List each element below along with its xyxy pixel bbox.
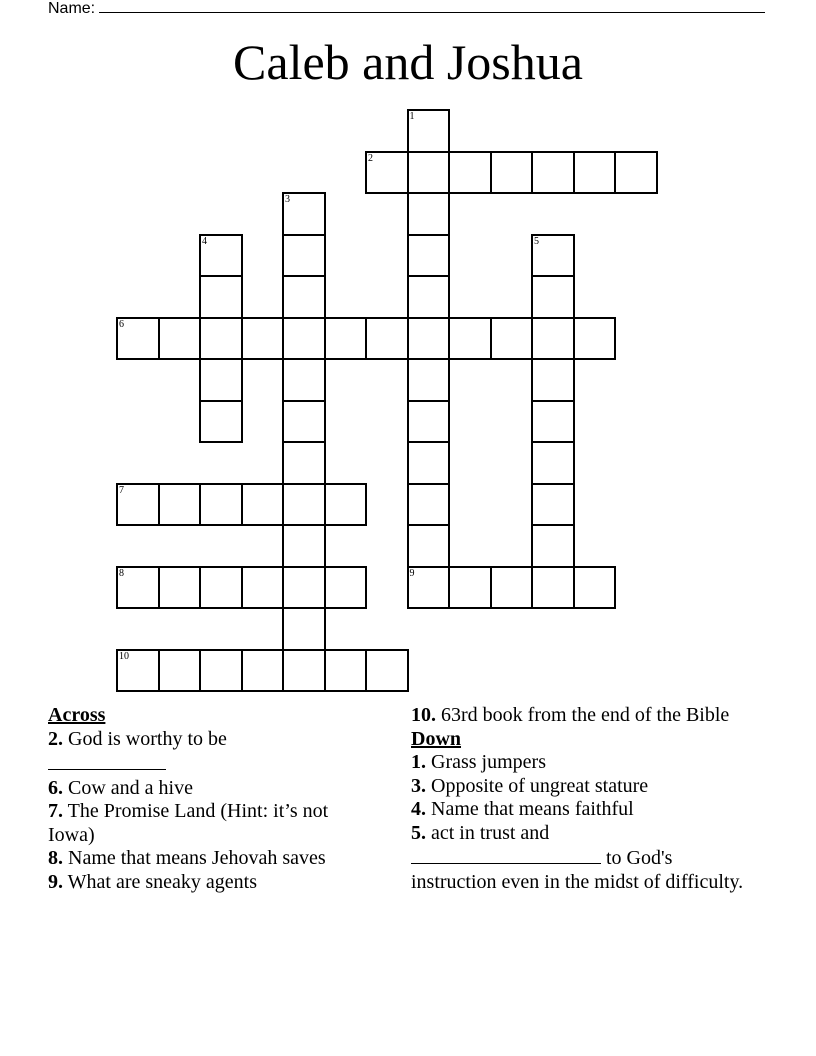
crossword-cell[interactable] [116,649,160,693]
crossword-cell[interactable] [116,317,160,361]
crossword-cell[interactable] [282,483,326,527]
crossword-cell[interactable] [531,524,575,568]
cell-number: 2 [368,152,373,164]
crossword-cell[interactable] [241,566,285,610]
crossword-cell[interactable] [282,607,326,651]
cell-number: 4 [202,235,207,247]
page-title: Caleb and Joshua [233,34,583,90]
crossword-cell[interactable] [448,566,492,610]
across-heading: Across [48,704,106,726]
crossword-cell[interactable] [531,275,575,319]
answer-blank [411,845,601,864]
crossword-cell[interactable] [282,566,326,610]
crossword-cell[interactable] [282,317,326,361]
crossword-cell[interactable] [531,358,575,402]
cell-number: 7 [119,484,124,496]
crossword-cell[interactable] [407,483,451,527]
crossword-cell[interactable] [448,317,492,361]
crossword-cell[interactable] [365,317,409,361]
crossword-cell[interactable] [448,151,492,195]
crossword-cell[interactable] [158,649,202,693]
crossword-cell[interactable] [490,317,534,361]
crossword-cell[interactable] [324,483,368,527]
crossword-cell[interactable] [282,400,326,444]
cell-number: 3 [285,194,290,205]
crossword-cell[interactable] [531,441,575,485]
crossword-cell[interactable] [324,566,368,610]
crossword-cell[interactable] [490,151,534,195]
cell-number: 8 [119,567,124,579]
crossword-cell[interactable] [407,566,451,610]
crossword-cell[interactable] [199,566,243,610]
crossword-cell[interactable] [407,275,451,319]
crossword-cell[interactable] [241,317,285,361]
answer-blank [48,751,166,770]
crossword-cell[interactable] [282,649,326,693]
clue-across-9: 9. What are sneaky agents [48,870,257,893]
cell-number: 9 [409,567,415,579]
crossword-cell[interactable] [614,151,658,195]
crossword-cell[interactable] [531,400,575,444]
clue-down-5: 5. act in trust and to God's instruction even in the midst of difficulty. [411,821,744,893]
crossword-cell[interactable] [116,483,160,527]
crossword-cell[interactable] [282,192,326,236]
clues-column-right [411,704,751,894]
crossword-cell[interactable] [199,400,243,444]
clue-across-2: 2. God is worthy to be [48,728,368,777]
crossword-cell[interactable] [531,151,575,195]
crossword-cell[interactable] [158,483,202,527]
crossword-cell[interactable] [531,234,575,278]
crossword-cell[interactable] [365,649,409,693]
clue-across-8: 8. Name that means Jehovah saves [48,847,326,869]
cell-number: 6 [119,318,124,330]
crossword-cell[interactable] [407,441,451,485]
crossword-cell[interactable] [531,566,575,610]
cell-number: 5 [534,235,539,247]
crossword-cell[interactable] [573,566,617,610]
crossword-cell[interactable] [241,483,285,527]
crossword-cell[interactable] [199,234,243,278]
crossword-cell[interactable] [158,566,202,610]
crossword-cell[interactable] [324,649,368,693]
crossword-cell[interactable] [531,317,575,361]
cell-number: 10 [119,650,129,662]
crossword-cell[interactable] [407,192,451,236]
crossword-cell[interactable] [282,358,326,402]
clue-across-6: 6. Cow and a hive [48,776,193,799]
clues-column-left [48,704,368,894]
crossword-cell[interactable] [407,109,451,153]
crossword-cell[interactable] [407,358,451,402]
crossword-cell[interactable] [365,151,409,195]
crossword-cell[interactable] [324,317,368,361]
clue-down-1: 1. Grass jumpers [411,751,546,773]
crossword-cell[interactable] [199,649,243,693]
crossword-cell[interactable] [199,358,243,402]
crossword-cell[interactable] [199,275,243,319]
down-heading: Down [411,727,462,750]
crossword-cell[interactable] [282,441,326,485]
crossword-cell[interactable] [199,483,243,527]
crossword-cell[interactable] [407,151,451,195]
crossword-cell[interactable] [282,524,326,568]
name-label: Name: [48,0,96,17]
crossword-cell[interactable] [407,400,451,444]
crossword-cell[interactable] [282,275,326,319]
crossword-cell[interactable] [573,317,617,361]
crossword-cell[interactable] [282,234,326,278]
crossword-cell[interactable] [490,566,534,610]
clue-across-7: 7. The Promise Land (Hint: it’s not Iowa) [48,800,329,846]
clue-down-3: 3. Opposite of ungreat stature [411,774,649,797]
cell-number: 1 [409,111,415,122]
crossword-cell[interactable] [531,483,575,527]
crossword-cell[interactable] [407,317,451,361]
crossword-cell[interactable] [407,524,451,568]
clue-across-10: 10. 63rd book from the end of the Bible [411,704,730,726]
crossword-cell[interactable] [158,317,202,361]
crossword-cell[interactable] [241,649,285,693]
crossword-cell[interactable] [116,566,160,610]
clue-down-4: 4. Name that means faithful [411,798,634,820]
crossword-cell[interactable] [407,234,451,278]
crossword-cell[interactable] [199,317,243,361]
crossword-cell[interactable] [573,151,617,195]
